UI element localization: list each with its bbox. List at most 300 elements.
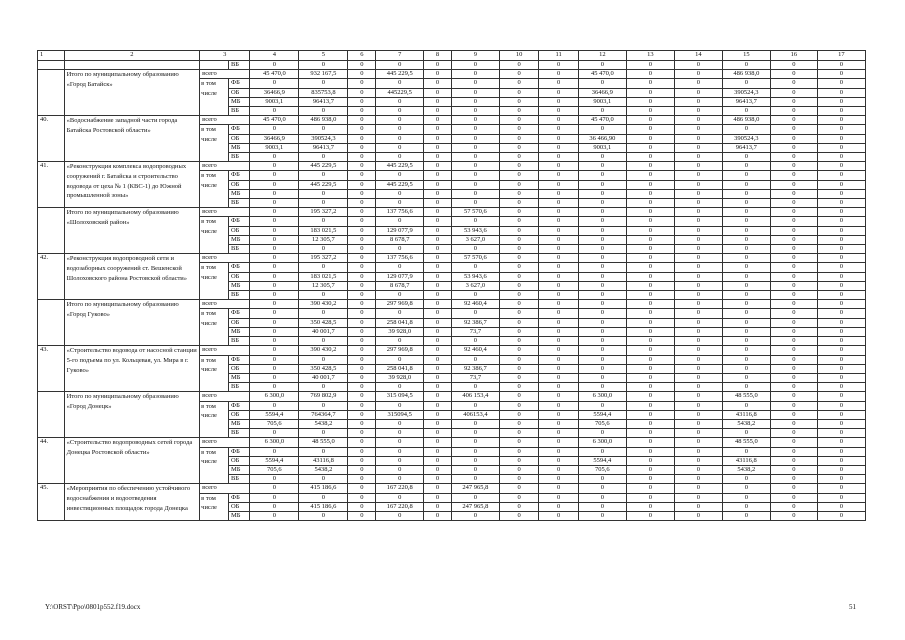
value-cell: 0 [451, 475, 499, 484]
value-cell: 390524,3 [722, 88, 770, 97]
value-cell: 390 430,2 [299, 346, 348, 355]
value-cell: 0 [250, 235, 299, 244]
value-cell: 0 [770, 125, 817, 134]
value-cell: 0 [770, 291, 817, 300]
source-cell: ОБ [228, 226, 249, 235]
value-cell: 92 386,7 [451, 364, 499, 373]
value-cell: 0 [578, 475, 626, 484]
number-label: числе [201, 504, 217, 512]
value-cell: 0 [722, 373, 770, 382]
total-label-cell: всего [200, 116, 250, 125]
value-cell: 0 [626, 318, 674, 327]
value-cell: 315 094,5 [376, 392, 424, 401]
in-that-number-label [200, 493, 229, 521]
value-cell: 0 [674, 245, 722, 254]
value-cell: 0 [499, 143, 538, 152]
value-cell: 0 [578, 217, 626, 226]
value-cell: 73,7 [451, 373, 499, 382]
value-cell: 12 305,7 [299, 235, 348, 244]
value-cell: 0 [539, 281, 578, 290]
value-cell: 0 [424, 254, 452, 263]
value-cell: 6 300,0 [250, 392, 299, 401]
value-cell: 5594,4 [578, 410, 626, 419]
source-cell: ФБ [228, 263, 249, 272]
value-cell: 137 756,6 [376, 208, 424, 217]
value-cell: 406 153,4 [451, 392, 499, 401]
value-cell: 96413,7 [299, 97, 348, 106]
value-cell: 0 [348, 254, 376, 263]
value-cell: 96413,7 [722, 97, 770, 106]
value-cell: 0 [674, 143, 722, 152]
value-cell: 0 [817, 217, 865, 226]
total-label-cell: всего [200, 208, 250, 217]
value-cell: 6 300,0 [578, 392, 626, 401]
row-name-cell: Итого по муниципальному образованию «Город Донецк» [64, 392, 200, 438]
in-that-label: в том [201, 264, 216, 272]
value-cell: 0 [451, 88, 499, 97]
source-cell: ФБ [228, 79, 249, 88]
value-cell: 0 [626, 429, 674, 438]
value-cell: 0 [348, 125, 376, 134]
value-cell: 0 [348, 456, 376, 465]
header-cell: 6 [348, 51, 376, 61]
value-cell: 0 [674, 272, 722, 281]
value-cell: 0 [299, 511, 348, 520]
value-cell: 0 [578, 309, 626, 318]
value-cell: 445 229,5 [376, 180, 424, 189]
value-cell: 0 [499, 364, 538, 373]
value-cell: 0 [770, 208, 817, 217]
value-cell: 0 [770, 134, 817, 143]
value-cell: 0 [817, 419, 865, 428]
value-cell: 40 001,7 [299, 327, 348, 336]
value-cell: 0 [626, 346, 674, 355]
value-cell: 415 186,6 [299, 502, 348, 511]
value-cell: 0 [348, 245, 376, 254]
value-cell: 0 [451, 61, 499, 70]
source-cell: МБ [228, 327, 249, 336]
value-cell: 0 [626, 143, 674, 152]
value-cell: 0 [626, 107, 674, 116]
value-cell: 0 [499, 107, 538, 116]
in-that-label: в том [201, 356, 216, 364]
value-cell: 0 [424, 245, 452, 254]
value-cell: 43116,8 [722, 456, 770, 465]
value-cell: 3 627,0 [451, 235, 499, 244]
value-cell: 8 678,7 [376, 235, 424, 244]
value-cell: 5438,2 [299, 465, 348, 474]
value-cell: 0 [499, 383, 538, 392]
value-cell: 6 300,0 [250, 438, 299, 447]
value-cell: 0 [348, 475, 376, 484]
number-label: числе [201, 182, 217, 190]
value-cell: 0 [451, 419, 499, 428]
value-cell: 0 [817, 116, 865, 125]
value-cell: 0 [722, 235, 770, 244]
in-that-number-label [200, 125, 229, 162]
value-cell: 0 [817, 364, 865, 373]
value-cell: 0 [674, 309, 722, 318]
total-label-cell: всего [200, 484, 250, 493]
value-cell: 0 [539, 61, 578, 70]
total-label-cell: всего [200, 162, 250, 171]
value-cell: 0 [539, 392, 578, 401]
value-cell: 0 [722, 447, 770, 456]
value-cell: 0 [674, 346, 722, 355]
value-cell: 0 [770, 456, 817, 465]
value-cell: 258 041,8 [376, 364, 424, 373]
value-cell: 0 [451, 383, 499, 392]
value-cell: 0 [376, 143, 424, 152]
value-cell: 0 [626, 263, 674, 272]
value-cell: 0 [424, 429, 452, 438]
value-cell: 258 041,8 [376, 318, 424, 327]
value-cell: 0 [770, 61, 817, 70]
value-cell: 0 [376, 475, 424, 484]
value-cell: 0 [376, 171, 424, 180]
value-cell: 0 [770, 373, 817, 382]
in-that-label: в том [201, 494, 216, 502]
value-cell: 0 [348, 346, 376, 355]
source-cell: МБ [228, 511, 249, 520]
value-cell: 0 [674, 511, 722, 520]
value-cell: 0 [250, 318, 299, 327]
value-cell: 0 [424, 88, 452, 97]
value-cell: 0 [722, 493, 770, 502]
value-cell: 0 [626, 235, 674, 244]
value-cell: 0 [348, 143, 376, 152]
value-cell: 0 [578, 171, 626, 180]
header-cell: 16 [770, 51, 817, 61]
number-label: числе [201, 90, 217, 98]
value-cell: 0 [376, 199, 424, 208]
value-cell: 0 [539, 162, 578, 171]
header-cell: 3 [200, 51, 250, 61]
value-cell: 36466,9 [250, 134, 299, 143]
value-cell: 5438,2 [722, 419, 770, 428]
value-cell: 0 [817, 199, 865, 208]
footer-file-path: Y:\ORST\Ppo\0801p552.f19.docx [45, 603, 141, 611]
table-row [38, 438, 866, 447]
value-cell: 0 [817, 180, 865, 189]
value-cell: 0 [626, 438, 674, 447]
value-cell: 0 [578, 61, 626, 70]
in-that-number-label [200, 355, 229, 392]
value-cell: 0 [626, 245, 674, 254]
table-row [38, 162, 866, 171]
value-cell: 0 [376, 189, 424, 198]
value-cell: 0 [626, 97, 674, 106]
value-cell: 0 [539, 355, 578, 364]
value-cell: 39 928,0 [376, 373, 424, 382]
value-cell: 0 [539, 254, 578, 263]
value-cell: 0 [499, 189, 538, 198]
value-cell: 0 [499, 318, 538, 327]
header-cell: 1 [38, 51, 65, 61]
value-cell: 0 [499, 429, 538, 438]
value-cell: 0 [626, 355, 674, 364]
value-cell: 0 [348, 235, 376, 244]
value-cell: 0 [348, 364, 376, 373]
total-label-cell [200, 61, 229, 70]
value-cell: 0 [674, 383, 722, 392]
value-cell: 0 [770, 143, 817, 152]
in-that-number-label [200, 79, 229, 116]
value-cell: 57 570,6 [451, 208, 499, 217]
value-cell: 0 [770, 79, 817, 88]
source-cell: ФБ [228, 493, 249, 502]
value-cell: 0 [674, 327, 722, 336]
value-cell: 0 [626, 291, 674, 300]
value-cell: 0 [424, 263, 452, 272]
value-cell: 0 [299, 429, 348, 438]
value-cell: 0 [626, 364, 674, 373]
value-cell: 0 [424, 447, 452, 456]
value-cell: 0 [539, 245, 578, 254]
value-cell: 0 [674, 134, 722, 143]
value-cell: 0 [250, 493, 299, 502]
value-cell: 0 [626, 484, 674, 493]
value-cell: 0 [626, 180, 674, 189]
value-cell: 0 [539, 208, 578, 217]
value-cell: 53 943,6 [451, 272, 499, 281]
value-cell: 0 [451, 447, 499, 456]
value-cell: 0 [817, 254, 865, 263]
value-cell: 0 [674, 70, 722, 79]
value-cell: 0 [499, 346, 538, 355]
value-cell: 0 [348, 419, 376, 428]
value-cell: 0 [770, 465, 817, 474]
value-cell: 0 [626, 281, 674, 290]
value-cell: 0 [424, 125, 452, 134]
value-cell: 0 [451, 493, 499, 502]
value-cell: 0 [578, 291, 626, 300]
value-cell: 0 [348, 309, 376, 318]
value-cell: 0 [770, 401, 817, 410]
value-cell: 0 [424, 134, 452, 143]
source-cell: МБ [228, 97, 249, 106]
header-row [38, 51, 866, 61]
value-cell: 0 [770, 484, 817, 493]
value-cell: 0 [250, 484, 299, 493]
value-cell: 0 [539, 217, 578, 226]
value-cell: 0 [626, 511, 674, 520]
value-cell: 247 965,8 [451, 484, 499, 493]
value-cell: 0 [674, 410, 722, 419]
value-cell: 0 [674, 107, 722, 116]
value-cell: 0 [348, 171, 376, 180]
row-number-cell [38, 208, 65, 254]
value-cell: 0 [539, 291, 578, 300]
table-row [38, 300, 866, 309]
table-row [38, 116, 866, 125]
value-cell: 0 [770, 410, 817, 419]
value-cell: 0 [539, 309, 578, 318]
value-cell: 0 [674, 235, 722, 244]
value-cell: 0 [626, 125, 674, 134]
value-cell: 0 [250, 364, 299, 373]
value-cell: 0 [250, 475, 299, 484]
source-cell: ОБ [228, 134, 249, 143]
value-cell: 0 [348, 355, 376, 364]
value-cell: 0 [539, 401, 578, 410]
value-cell: 0 [674, 180, 722, 189]
value-cell: 0 [539, 410, 578, 419]
value-cell: 57 570,6 [451, 254, 499, 263]
value-cell: 0 [674, 291, 722, 300]
value-cell: 0 [250, 373, 299, 382]
value-cell: 0 [817, 107, 865, 116]
value-cell: 0 [539, 373, 578, 382]
value-cell: 0 [770, 429, 817, 438]
value-cell: 0 [722, 171, 770, 180]
value-cell: 0 [539, 383, 578, 392]
value-cell: 0 [451, 180, 499, 189]
value-cell: 0 [539, 346, 578, 355]
value-cell: 5594,4 [250, 410, 299, 419]
row-name-cell: «Строительство водопроводных сетей города Донецка Ростовской области» [64, 438, 200, 484]
value-cell: 0 [578, 346, 626, 355]
value-cell: 0 [722, 79, 770, 88]
value-cell: 0 [770, 346, 817, 355]
value-cell: 0 [626, 70, 674, 79]
value-cell: 0 [539, 456, 578, 465]
value-cell: 0 [424, 410, 452, 419]
value-cell: 0 [250, 281, 299, 290]
value-cell: 0 [674, 502, 722, 511]
value-cell: 0 [250, 327, 299, 336]
value-cell: 0 [817, 401, 865, 410]
value-cell: 92 460,4 [451, 300, 499, 309]
value-cell: 0 [722, 61, 770, 70]
value-cell: 8 678,7 [376, 281, 424, 290]
value-cell: 0 [578, 107, 626, 116]
value-cell: 0 [299, 383, 348, 392]
value-cell: 0 [722, 337, 770, 346]
value-cell: 0 [722, 484, 770, 493]
header-cell: 8 [424, 51, 452, 61]
value-cell: 0 [499, 263, 538, 272]
value-cell: 0 [817, 327, 865, 336]
value-cell: 297 969,8 [376, 300, 424, 309]
value-cell: 0 [348, 373, 376, 382]
row-name-cell: «Строительство водовода от насосной станции 5-го подъема по ул. Кольцевая, ул. Мира в г. Гуково» [64, 346, 200, 392]
value-cell: 0 [770, 171, 817, 180]
source-cell: ОБ [228, 364, 249, 373]
value-cell: 0 [499, 337, 538, 346]
table-row [38, 70, 866, 79]
value-cell: 0 [770, 162, 817, 171]
value-cell: 0 [722, 125, 770, 134]
value-cell: 0 [539, 419, 578, 428]
value-cell: 0 [376, 355, 424, 364]
number-label: числе [201, 274, 217, 282]
value-cell: 0 [626, 373, 674, 382]
value-cell: 0 [722, 226, 770, 235]
value-cell: 0 [348, 116, 376, 125]
value-cell: 0 [376, 447, 424, 456]
source-cell: ФБ [228, 447, 249, 456]
value-cell: 0 [424, 346, 452, 355]
value-cell: 0 [626, 456, 674, 465]
row-number-cell [38, 61, 65, 70]
value-cell: 0 [348, 318, 376, 327]
value-cell: 445 229,5 [376, 70, 424, 79]
value-cell: 0 [626, 419, 674, 428]
value-cell: 0 [770, 364, 817, 373]
value-cell: 0 [770, 217, 817, 226]
value-cell: 0 [424, 355, 452, 364]
value-cell: 0 [348, 162, 376, 171]
value-cell: 0 [722, 429, 770, 438]
value-cell: 350 428,5 [299, 364, 348, 373]
value-cell: 0 [499, 401, 538, 410]
value-cell: 0 [722, 502, 770, 511]
header-cell: 2 [64, 51, 200, 61]
header-cell: 4 [250, 51, 299, 61]
value-cell: 0 [376, 309, 424, 318]
value-cell: 0 [348, 281, 376, 290]
value-cell: 0 [578, 189, 626, 198]
table-row [38, 208, 866, 217]
value-cell: 445229,5 [376, 88, 424, 97]
value-cell: 0 [424, 465, 452, 474]
value-cell: 0 [626, 337, 674, 346]
value-cell: 0 [348, 291, 376, 300]
value-cell: 0 [817, 125, 865, 134]
total-label-cell: всего [200, 70, 250, 79]
value-cell: 0 [539, 199, 578, 208]
value-cell: 183 021,5 [299, 226, 348, 235]
value-cell: 0 [817, 97, 865, 106]
page-number: 51 [849, 603, 856, 611]
value-cell: 0 [578, 447, 626, 456]
value-cell: 0 [376, 116, 424, 125]
value-cell: 195 327,2 [299, 208, 348, 217]
value-cell: 0 [299, 245, 348, 254]
value-cell: 0 [539, 337, 578, 346]
value-cell: 0 [626, 327, 674, 336]
value-cell: 0 [578, 511, 626, 520]
value-cell: 0 [499, 484, 538, 493]
value-cell: 0 [674, 254, 722, 263]
value-cell: 0 [539, 318, 578, 327]
value-cell: 5438,2 [299, 419, 348, 428]
value-cell: 0 [770, 337, 817, 346]
value-cell: 0 [722, 245, 770, 254]
total-label-cell: всего [200, 392, 250, 401]
value-cell: 0 [770, 327, 817, 336]
value-cell: 0 [626, 153, 674, 162]
value-cell: 0 [674, 337, 722, 346]
value-cell: 0 [250, 511, 299, 520]
value-cell: 350 428,5 [299, 318, 348, 327]
value-cell: 0 [424, 116, 452, 125]
value-cell: 0 [348, 61, 376, 70]
value-cell: 0 [770, 107, 817, 116]
value-cell: 0 [539, 511, 578, 520]
value-cell: 0 [250, 245, 299, 254]
value-cell: 0 [424, 493, 452, 502]
source-cell: ФБ [228, 355, 249, 364]
value-cell: 0 [770, 226, 817, 235]
value-cell: 0 [817, 438, 865, 447]
row-name-cell: Итого по муниципальному образованию «Город Батайск» [64, 70, 200, 116]
value-cell: 0 [424, 300, 452, 309]
value-cell: 0 [817, 162, 865, 171]
value-cell: 0 [499, 291, 538, 300]
value-cell: 0 [376, 291, 424, 300]
